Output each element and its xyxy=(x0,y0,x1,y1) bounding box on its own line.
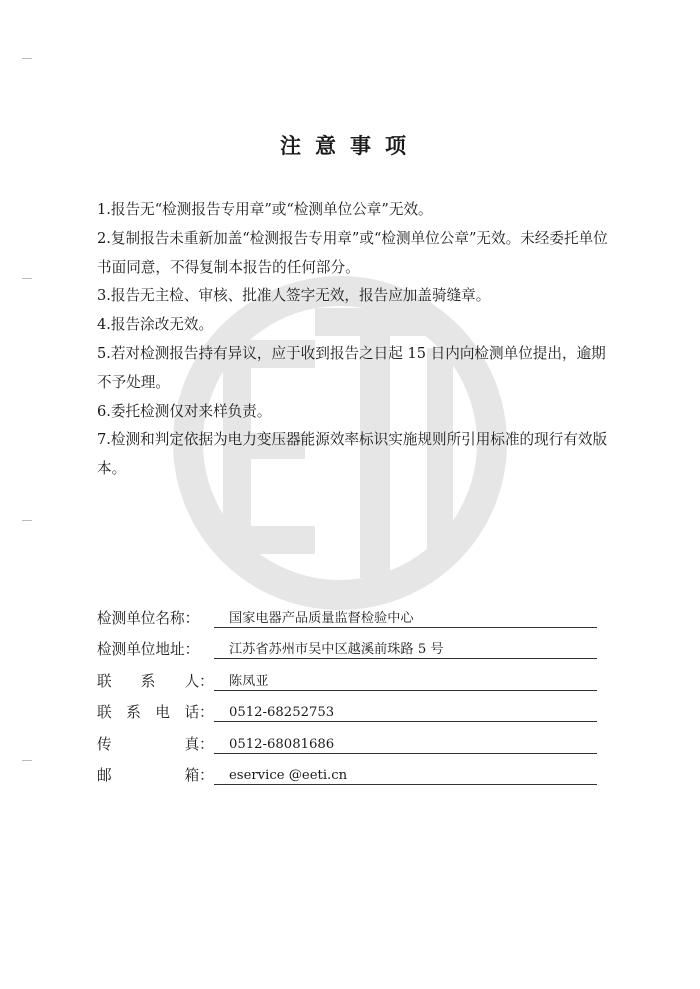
contact-row-address xyxy=(97,628,617,660)
contact-row-phone xyxy=(97,691,617,723)
contact-row-fax xyxy=(97,722,617,754)
note-item: 6.委托检测仅对来样负责。 xyxy=(97,402,272,420)
note-item: 1.报告无“检测报告专用章”或“检测单位公章”无效。 xyxy=(97,201,433,218)
note-item: 3.报告无主检、审核、批准人签字无效，报告应加盖骑缝章。 xyxy=(97,287,491,305)
note-item: 2.复制报告未重新加盖“检测报告专用章”或“检测单位公章”无效。未经委托单位书面同意，不得复制本报告的任何部分。 xyxy=(97,229,608,276)
contact-label: 联 系 电 话： xyxy=(97,704,214,721)
notes-list xyxy=(97,196,611,484)
note-item: 4.报告涂改无效。 xyxy=(97,316,214,334)
scan-mark xyxy=(22,278,32,279)
scan-mark xyxy=(22,58,32,59)
contact-row-person xyxy=(97,659,617,691)
contact-info xyxy=(97,596,617,785)
contact-label: 邮 箱： xyxy=(97,767,214,784)
note-item: 5.若对检测报告持有异议，应于收到报告之日起 15 日内向检测单位提出，逾期不予处理。 xyxy=(97,344,606,391)
contact-value: 0512-68252753 xyxy=(214,705,597,722)
note-item: 7.检测和判定依据为电力变压器能源效率标识实施规则所引用标准的现行有效版本。 xyxy=(97,431,608,478)
scan-mark xyxy=(22,760,32,761)
contact-value: eservice @eeti.cn xyxy=(214,768,597,785)
contact-label: 检测单位地址： xyxy=(97,641,200,658)
contact-value: 国家电器产品质量监督检验中心 xyxy=(214,607,597,628)
contact-label: 联 系 人： xyxy=(97,672,214,690)
contact-value: 江苏省苏州市吴中区越溪前珠路 5 号 xyxy=(214,638,597,659)
scan-mark xyxy=(22,520,32,521)
contact-row-name xyxy=(97,596,617,628)
contact-label: 传 真： xyxy=(97,735,214,753)
contact-row-email xyxy=(97,754,617,786)
page-title: 注意事项 xyxy=(280,133,420,158)
contact-label: 检测单位名称： xyxy=(97,609,200,627)
contact-value: 陈凤亚 xyxy=(214,670,597,691)
contact-value: 0512-68081686 xyxy=(214,737,597,754)
